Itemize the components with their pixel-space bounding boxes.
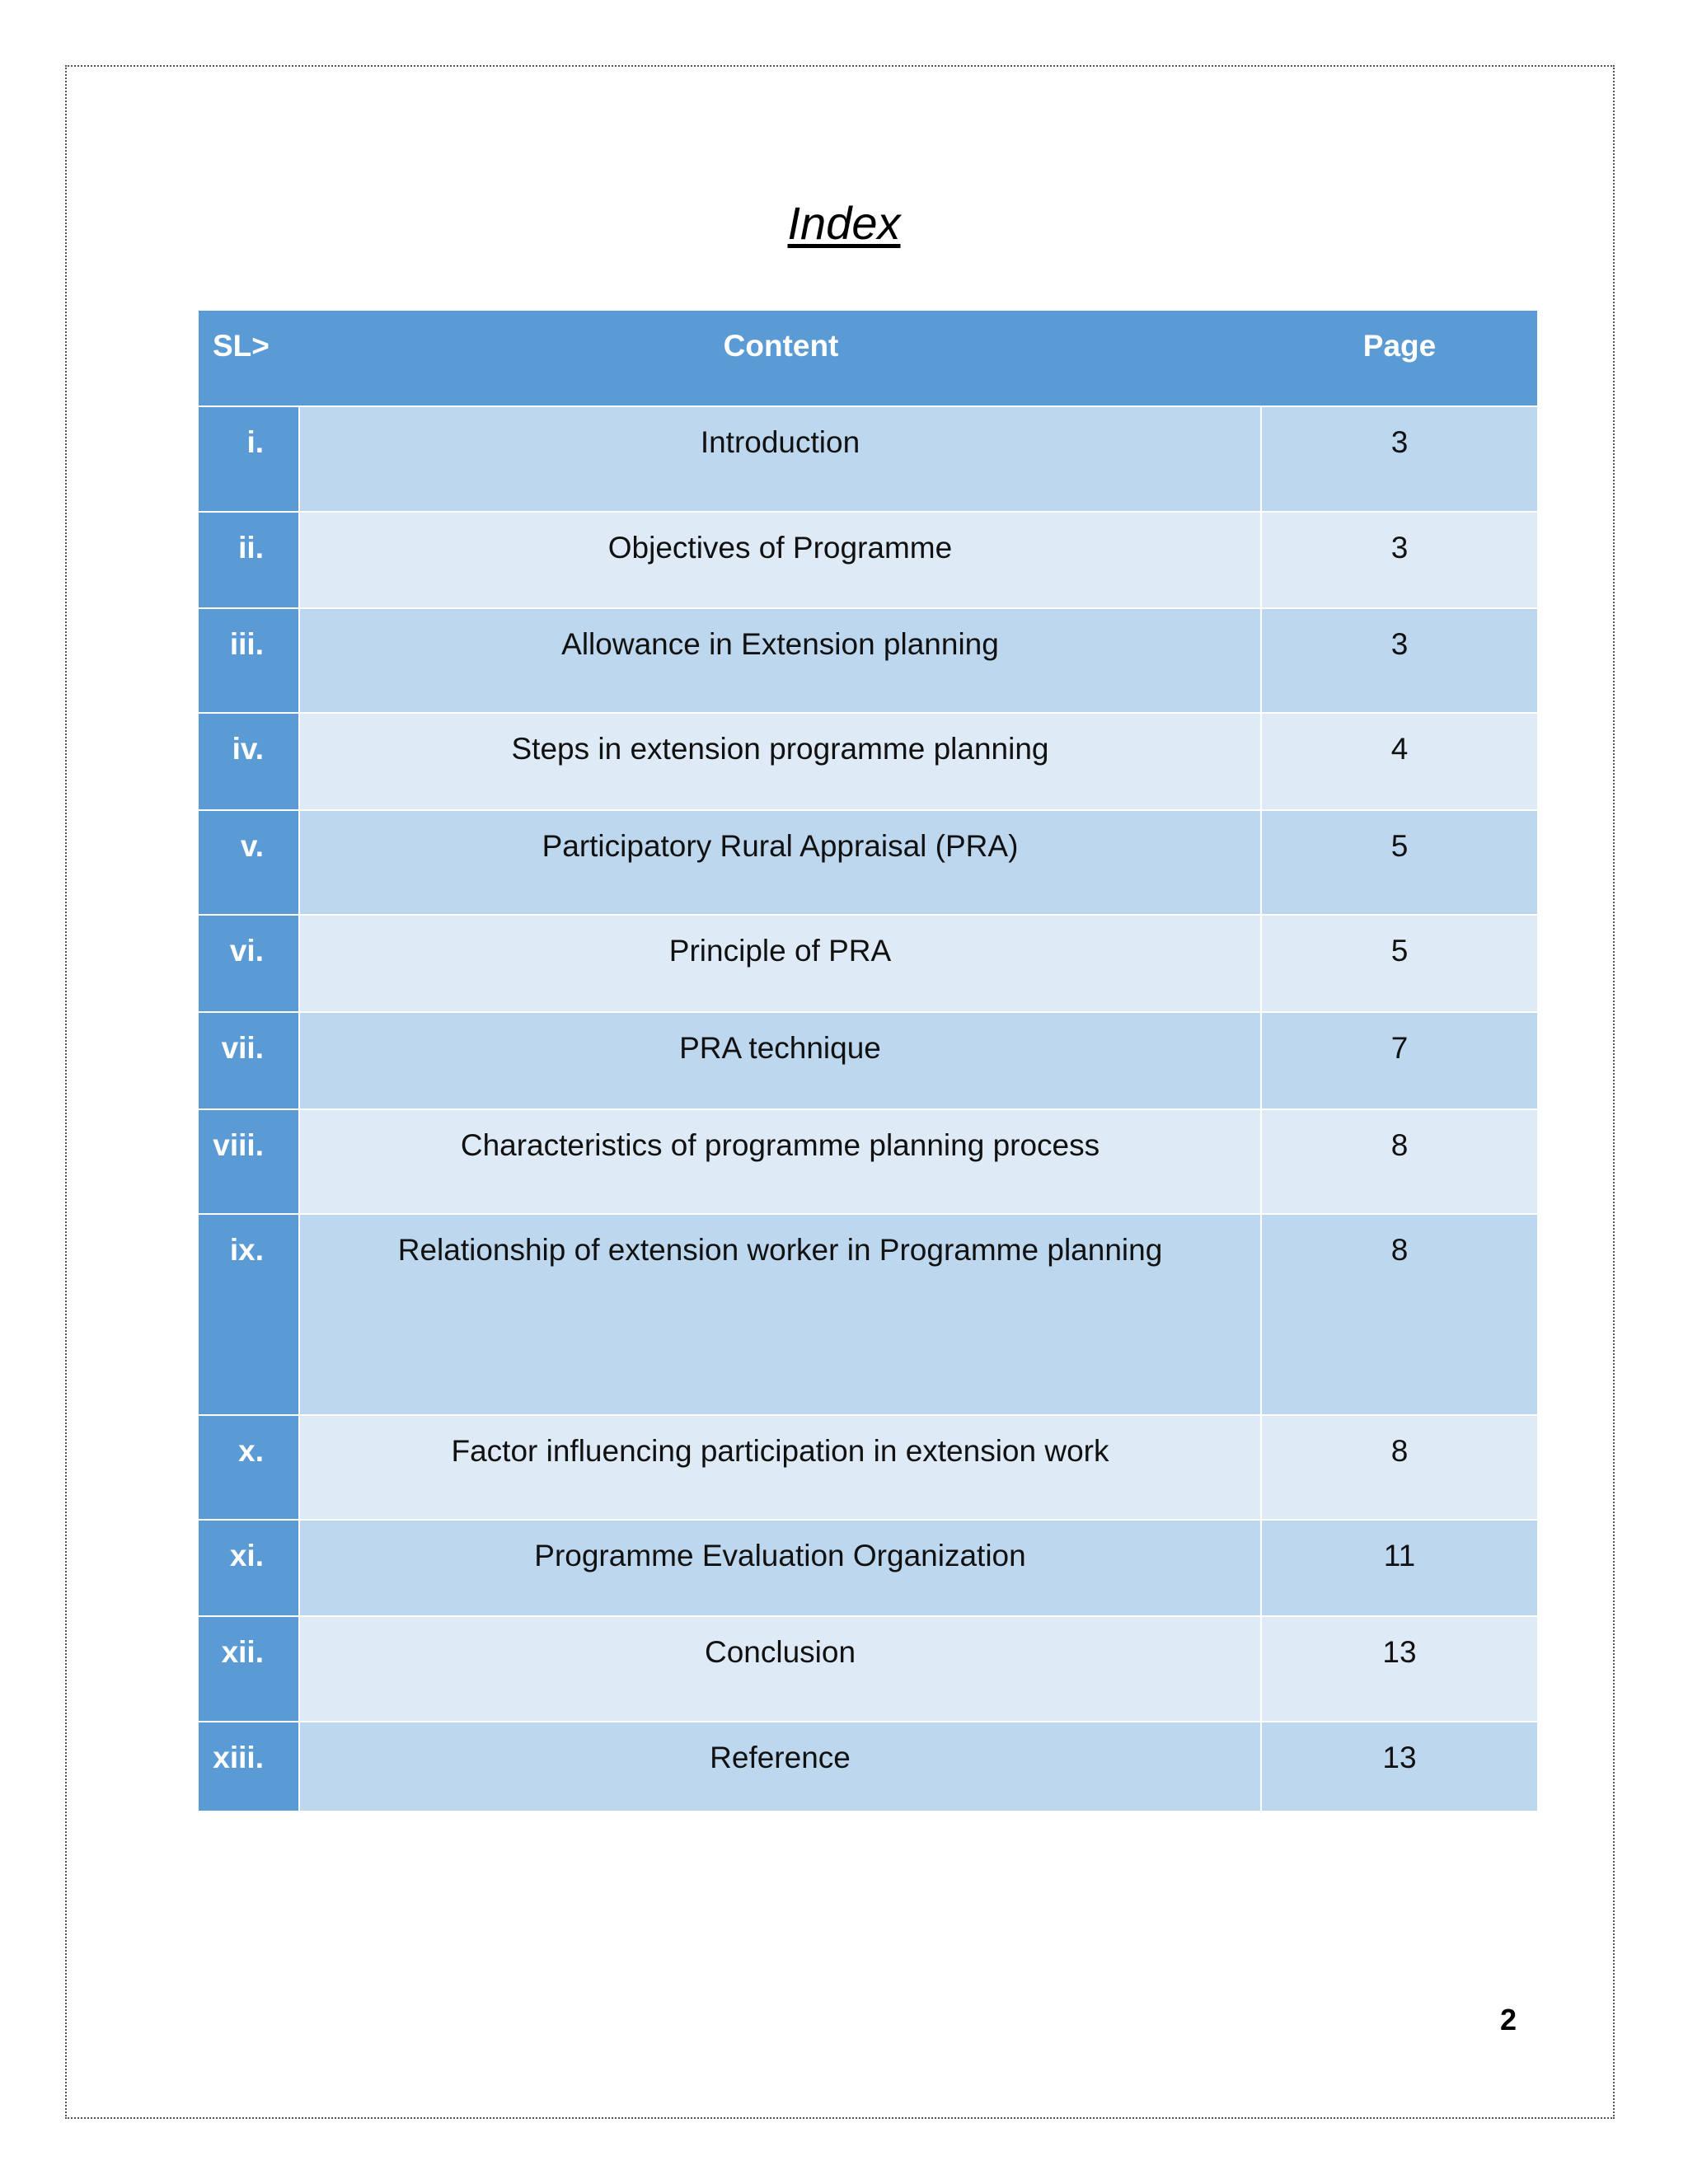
row-content: Conclusion xyxy=(300,1617,1262,1721)
row-sl: ii. xyxy=(199,513,300,607)
row-content: Allowance in Extension planning xyxy=(300,609,1262,712)
table-row xyxy=(199,513,1537,609)
index-table xyxy=(199,311,1537,1811)
row-sl: iv. xyxy=(199,714,300,809)
row-sl: xi. xyxy=(199,1521,300,1615)
row-page: 3 xyxy=(1262,609,1537,712)
row-page: 8 xyxy=(1262,1416,1537,1519)
row-content: Objectives of Programme xyxy=(300,513,1262,607)
row-sl: vii. xyxy=(199,1013,300,1108)
row-sl: xiii. xyxy=(199,1722,300,1811)
header-content: Content xyxy=(723,329,839,363)
table-row xyxy=(199,1215,1537,1416)
row-content: Programme Evaluation Organization xyxy=(300,1521,1262,1615)
table-row xyxy=(199,1013,1537,1110)
row-content: Characteristics of programme planning process xyxy=(300,1110,1262,1213)
row-page: 13 xyxy=(1262,1617,1537,1721)
page-number: 2 xyxy=(1499,2003,1517,2036)
row-page: 3 xyxy=(1262,513,1537,607)
row-content: Participatory Rural Appraisal (PRA) xyxy=(300,811,1262,914)
row-content: Factor influencing participation in extension work xyxy=(300,1416,1262,1519)
table-row xyxy=(199,1521,1537,1617)
row-sl: iii. xyxy=(199,609,300,712)
row-sl: vi. xyxy=(199,916,300,1011)
table-row xyxy=(199,1416,1537,1521)
header-page: Page xyxy=(1362,329,1437,363)
table-row xyxy=(199,1617,1537,1722)
row-sl: i. xyxy=(199,407,300,511)
row-page: 7 xyxy=(1262,1013,1537,1108)
row-sl: x. xyxy=(199,1416,300,1519)
row-sl: xii. xyxy=(199,1617,300,1721)
row-page: 5 xyxy=(1262,916,1537,1011)
row-content: PRA technique xyxy=(300,1013,1262,1108)
table-row xyxy=(199,916,1537,1013)
row-sl: v. xyxy=(199,811,300,914)
table-row xyxy=(199,407,1537,513)
table-header-row xyxy=(199,311,1537,407)
row-page: 8 xyxy=(1262,1215,1537,1414)
table-row xyxy=(199,609,1537,714)
table-row xyxy=(199,1110,1537,1215)
header-sl: SL> xyxy=(213,329,270,363)
row-content: Relationship of extension worker in Programme planning xyxy=(300,1215,1262,1414)
table-row xyxy=(199,1722,1537,1811)
row-sl: ix. xyxy=(199,1215,300,1414)
row-content: Reference xyxy=(300,1722,1262,1811)
page-title: Index xyxy=(787,197,901,249)
row-page: 13 xyxy=(1262,1722,1537,1811)
row-page: 5 xyxy=(1262,811,1537,914)
row-content: Introduction xyxy=(300,407,1262,511)
table-row xyxy=(199,714,1537,811)
row-content: Steps in extension programme planning xyxy=(300,714,1262,809)
row-sl: viii. xyxy=(199,1110,300,1213)
table-row xyxy=(199,811,1537,916)
row-page: 4 xyxy=(1262,714,1537,809)
row-page: 3 xyxy=(1262,407,1537,511)
row-page: 11 xyxy=(1262,1521,1537,1615)
row-page: 8 xyxy=(1262,1110,1537,1213)
row-content: Principle of PRA xyxy=(300,916,1262,1011)
